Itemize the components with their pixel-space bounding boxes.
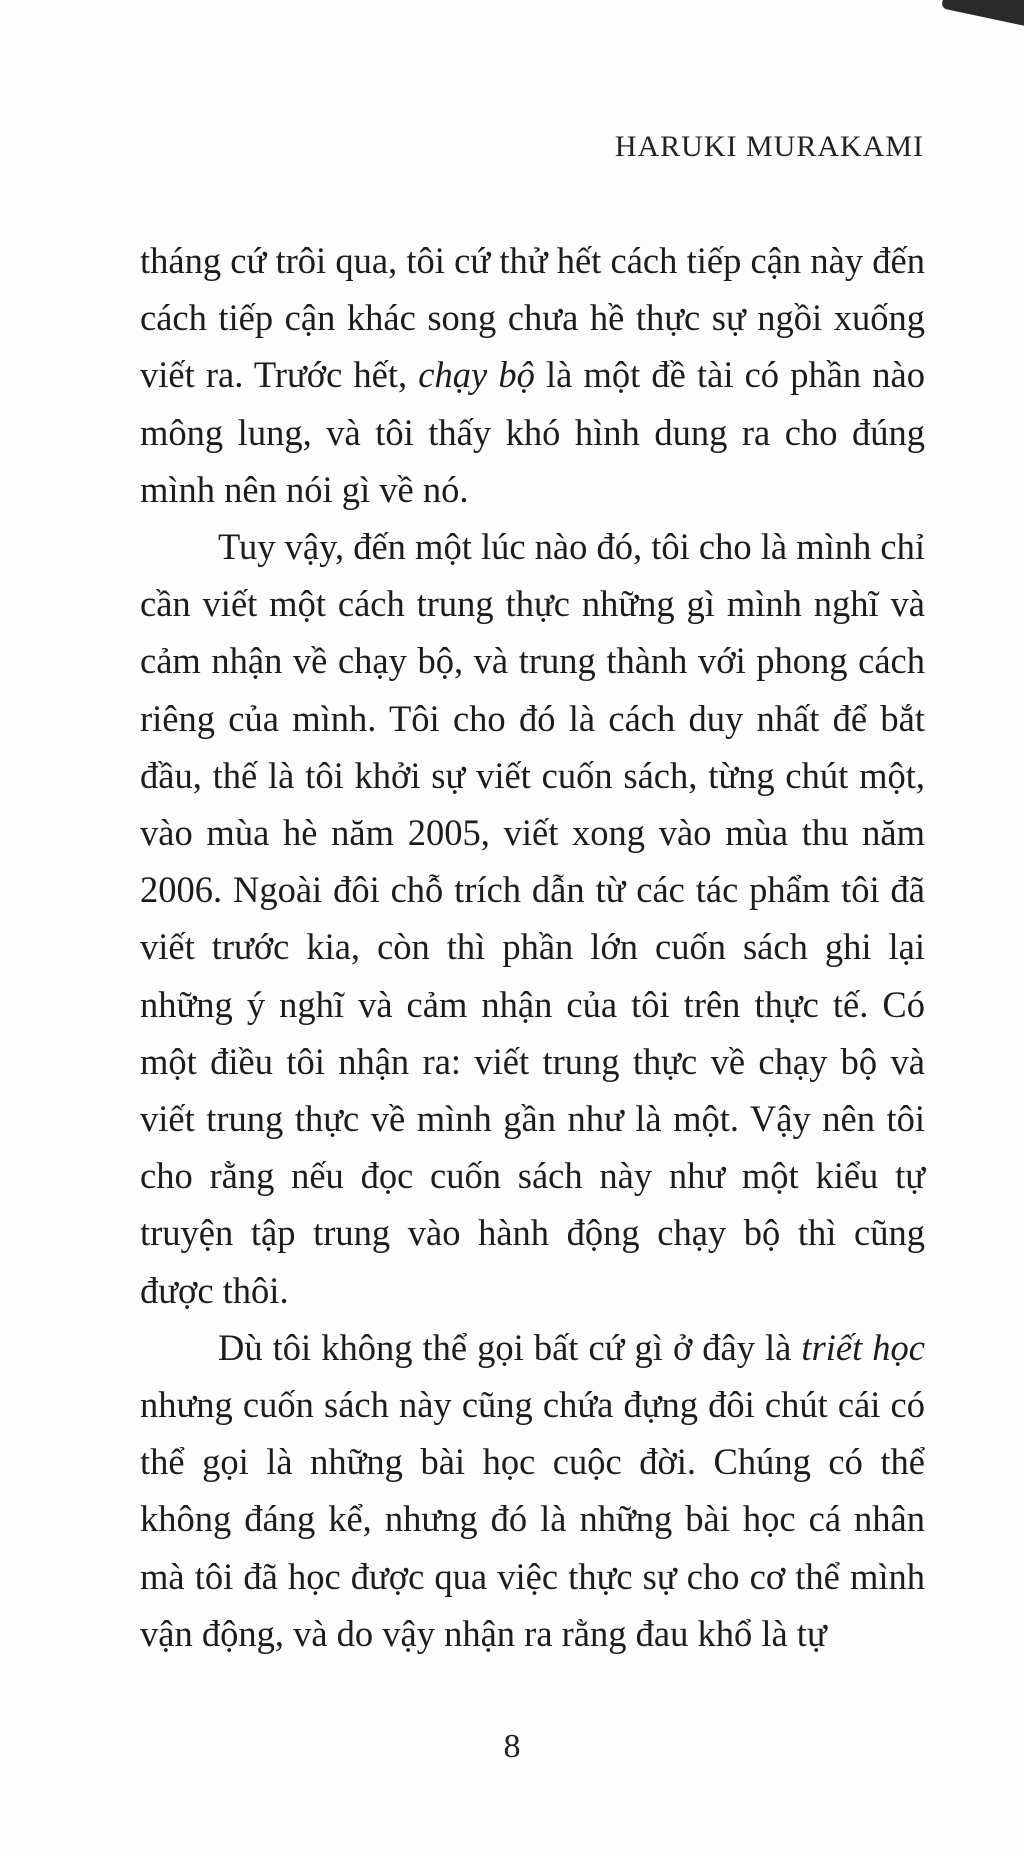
italic-term: chạy bộ [418, 354, 535, 396]
text-line: truyện tập trung vào hành động chạy bộ thì cũng [140, 1212, 925, 1254]
text-line: riêng của mình. Tôi cho đó là cách duy nhất để bắt [140, 697, 925, 739]
italic-term: triết học [801, 1326, 925, 1368]
text-line: viết trước kia, còn thì phần lớn cuốn sách ghi lại [140, 926, 925, 968]
scan-corner-shadow [941, 0, 1024, 31]
text-line: 2006. Ngoài đôi chỗ trích dẫn từ các tác phẩm tôi đã [140, 869, 925, 911]
text-line: cách tiếp cận khác song chưa hề thực sự ngồi xuống [140, 297, 925, 339]
text-line: mà tôi đã học được qua việc thực sự cho cơ thể mình [140, 1555, 925, 1597]
text-line: mình nên nói gì về nó. [140, 468, 469, 510]
text-line [140, 1319, 925, 1376]
text-line: tháng cứ trôi qua, tôi cứ thử hết cách tiếp cận này đến [140, 240, 925, 281]
paragraph [140, 518, 925, 1319]
text-line: thể gọi là những bài học cuộc đời. Chúng có thể [140, 1441, 925, 1483]
text-segment: viết ra. Trước hết, [140, 354, 419, 396]
body-text [140, 232, 925, 1662]
text-line: được thôi. [140, 1269, 289, 1311]
text-line: những ý nghĩ và cảm nhận của tôi trên thực tế. Có [140, 983, 925, 1025]
text-segment: Dù tôi không thể gọi bất cứ gì ở đây là [218, 1326, 802, 1368]
text-line: không đáng kể, nhưng đó là những bài học cá nhân [140, 1498, 925, 1540]
text-line: vào mùa hè năm 2005, viết xong vào mùa thu năm [140, 812, 925, 854]
paragraph [140, 1319, 925, 1662]
text-line: mông lung, và tôi thấy khó hình dung ra cho đúng [140, 411, 925, 453]
running-header-author: HARUKI MURAKAMI [614, 130, 924, 163]
text-line: viết trung thực về mình gần như là một. Vậy nên tôi [140, 1098, 925, 1140]
text-line: cảm nhận về chạy bộ, và trung thành với phong cách [140, 640, 925, 682]
paragraph [140, 232, 925, 518]
text-line [140, 346, 925, 403]
page-number: 8 [503, 1728, 521, 1765]
text-segment: là một đề tài có phần nào [534, 354, 925, 396]
text-line: đầu, thế là tôi khởi sự viết cuốn sách, từng chút một, [140, 754, 925, 796]
text-line: vận động, và do vậy nhận ra rằng đau khổ là tự [140, 1612, 827, 1654]
text-line: cho rằng nếu đọc cuốn sách này như một kiểu tự [140, 1155, 925, 1197]
text-line: một điều tôi nhận ra: viết trung thực về chạy bộ và [140, 1040, 925, 1082]
text-line: nhưng cuốn sách này cũng chứa đựng đôi chút cái có [140, 1384, 925, 1426]
text-line: cần viết một cách trung thực những gì mình nghĩ và [140, 583, 925, 625]
text-line: Tuy vậy, đến một lúc nào đó, tôi cho là mình chỉ [218, 526, 925, 568]
